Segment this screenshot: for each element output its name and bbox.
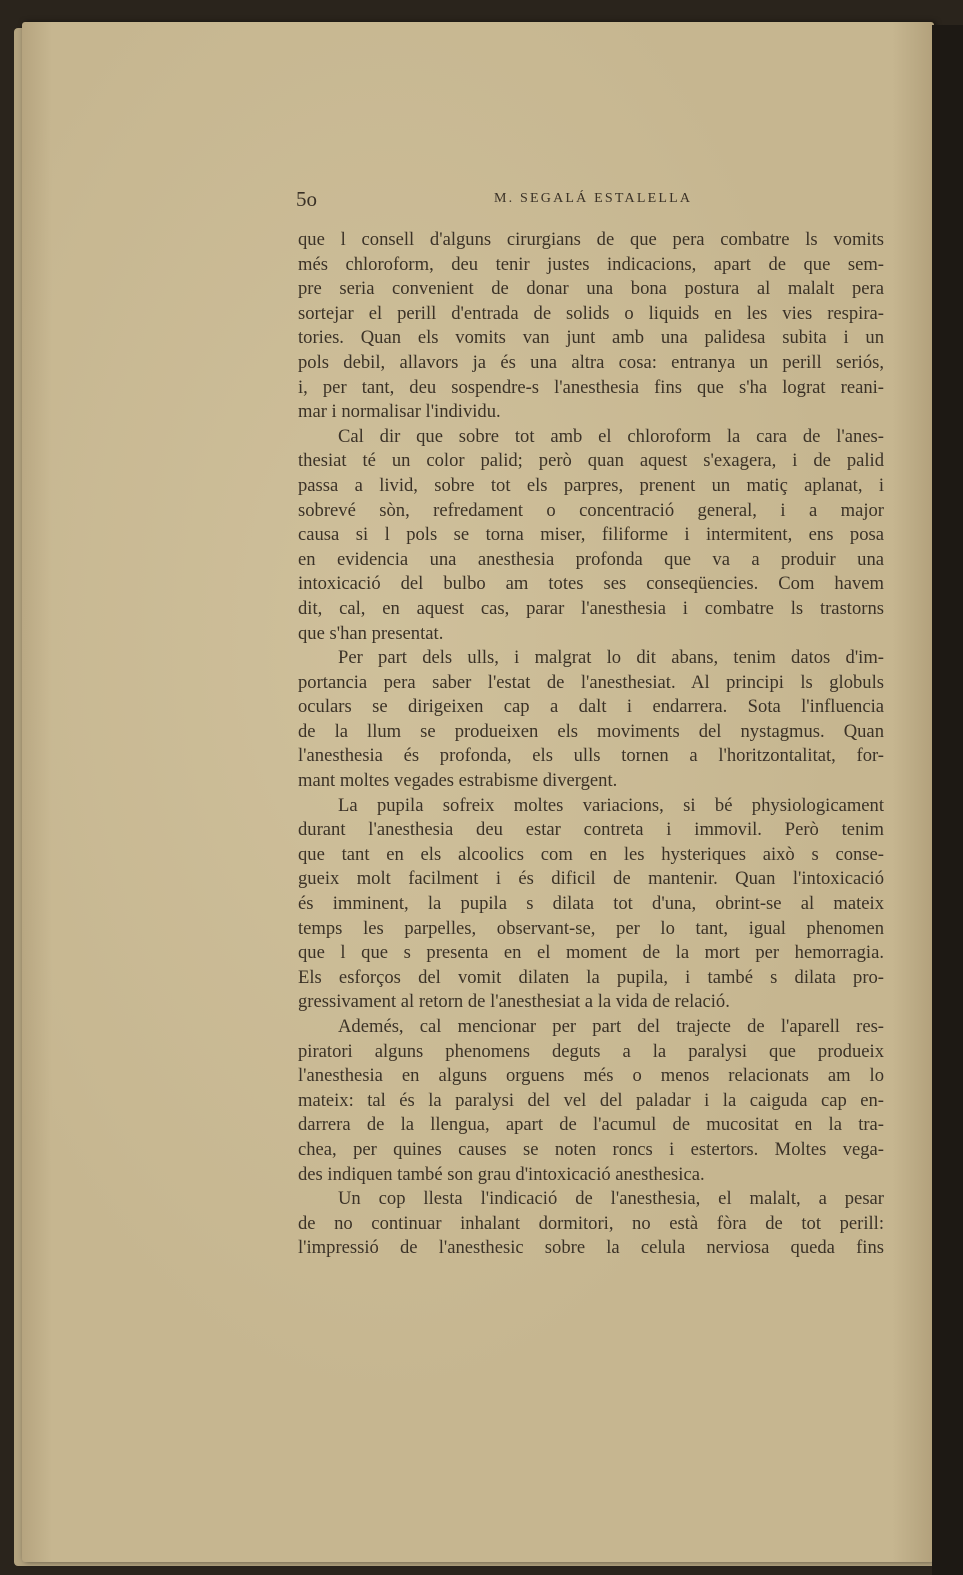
text-line: més chloroform, deu tenir justes indicacions, apart de que sem- [298, 253, 884, 275]
text-line: mant moltes vegades estrabisme divergent. [298, 770, 618, 792]
text-line: que l consell d'alguns cirurgians de que pera combatre ls vomits [298, 229, 884, 250]
text-line: causa si l pols se torna miser, filiforme i intermitent, ens posa [298, 524, 884, 546]
text-line: l'impressió de l'anesthesic sobre la celula nerviosa queda fins [298, 1237, 884, 1259]
binding-edge [932, 25, 963, 1575]
text-line: tories. Quan els vomits van junt amb una palidesa subita i un [298, 327, 884, 349]
text-line: dit, cal, en aquest cas, parar l'anesthesia i combatre ls trastorns [298, 597, 884, 619]
text-line: Els esforços del vomit dilaten la pupila, i també s dilata pro- [298, 966, 884, 988]
text-line: i, per tant, deu sospendre-s l'anesthesia fins que s'ha lograt reani- [298, 376, 884, 398]
text-line: Cal dir que sobre tot amb el chloroform la cara de l'anes- [338, 425, 884, 447]
text-line: mateix: tal és la paralysi del vel del paladar i la caiguda cap en- [298, 1089, 884, 1111]
text-line: Per part dels ulls, i malgrat lo dit abans, tenim datos d'im- [338, 647, 884, 669]
text-line: portancia pera saber l'estat de l'anesthesiat. Al principi ls globuls [298, 671, 884, 693]
text-line: que s'han presentat. [298, 622, 444, 644]
text-line: sortejar el perill d'entrada de solids o liquids en les vies respira- [298, 302, 884, 324]
text-line: des indiquen també son grau d'intoxicació anesthesica. [298, 1163, 705, 1185]
text-line: de la llum se produeixen els moviments del nystagmus. Quan [298, 720, 884, 742]
text-line: intoxicació del bulbo am totes ses conseqüencies. Com havem [298, 573, 884, 595]
text-line: darrera de la llengua, apart de l'acumul de mucositat en la tra- [298, 1114, 884, 1136]
text-line: l'anesthesia és profonda, els ulls tornen a l'horitzontalitat, for- [298, 745, 884, 767]
page-number: 5o [296, 187, 317, 211]
text-line: en evidencia una anesthesia profonda que va a produir una [298, 548, 884, 570]
text-line: durant l'anesthesia deu estar contreta i immovil. Però tenim [298, 819, 884, 841]
header-author: M. SEGALÁ ESTALELLA [494, 191, 693, 206]
text-line: Ademés, cal mencionar per part del trajecte de l'aparell res- [338, 1016, 884, 1037]
text-line: que l que s presenta en el moment de la mort per hemorragia. [298, 942, 884, 964]
text-line: l'anesthesia en alguns orguens més o menos relacionats am lo [298, 1065, 884, 1087]
body-text [298, 228, 884, 1261]
text-line: chea, per quines causes se noten roncs i estertors. Moltes vega- [298, 1138, 884, 1160]
running-header [296, 185, 888, 215]
text-line: pre seria convenient de donar una bona postura al malalt pera [298, 278, 884, 300]
text-line: mar i normalisar l'individu. [298, 401, 501, 423]
text-line: sobrevé sòn, refredament o concentració general, i a major [298, 499, 884, 521]
text-line: gressivament al retorn de l'anesthesiat a la vida de relació. [298, 991, 730, 1013]
text-line: de no continuar inhalant dormitori, no està fòra de tot perill: [298, 1212, 884, 1234]
text-line: piratori alguns phenomens deguts a la paralysi que produeix [298, 1040, 884, 1062]
text-line: Un cop llesta l'indicació de l'anesthesia, el malalt, a pesar [338, 1188, 884, 1210]
text-line: és imminent, la pupila s dilata tot d'una, obrint-se al mateix [298, 893, 884, 915]
text-line: thesiat té un color palid; però quan aquest s'exagera, i de palid [298, 450, 884, 472]
text-line: La pupila sofreix moltes variacions, si bé physiologicament [338, 794, 884, 816]
text-line: passa a livid, sobre tot els parpres, prenent un matiç aplanat, i [298, 474, 884, 496]
text-line: gueix molt facilment i és dificil de mantenir. Quan l'intoxicació [298, 868, 884, 890]
text-line: pols debil, allavors ja és una altra cosa: entranya un perill seriós, [298, 351, 884, 373]
text-line: que tant en els alcoolics com en les hysteriques això s conse- [298, 843, 884, 865]
text-line: temps les parpelles, observant-se, per lo tant, igual phenomen [298, 917, 884, 939]
text-line: oculars se dirigeixen cap a dalt i endarrera. Sota l'influencia [298, 696, 884, 718]
